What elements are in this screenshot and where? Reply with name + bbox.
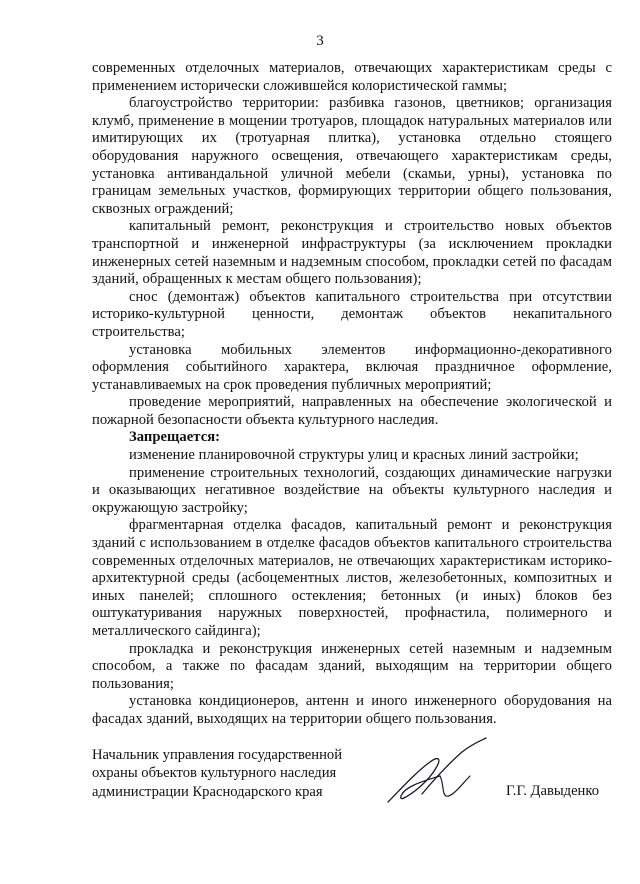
page-number: 3 [316, 33, 324, 49]
prohibited-item: фрагментарная отделка фасадов, капитальный ремонт и реконструкция зданий с использованием в отделке фасадов объектов капитального строительства современных отделочных материалов, не отвечающих характеристикам историко-архитектурной среды (асбоцементных листов, железобетонных, композитных и иных панелей; сплошного остекления; бетонных (и иных) блоков без оштукатуривания наружных поверхностей, профнастила, полимерного и металлического сайдинга); [92, 517, 612, 639]
prohibited-item: применение строительных технологий, создающих динамические нагрузки и оказывающих негативное воздействие на объекты культурного наследия и окружающую застройку; [92, 464, 612, 516]
position-line: охраны объектов культурного наследия [92, 765, 337, 782]
paragraph: снос (демонтаж) объектов капитального строительства при отсутствии историко-культурной ценности, демонтаж объектов некапитального строительства; [92, 288, 612, 340]
handwritten-signature [382, 732, 494, 816]
signer-name: Г.Г. Давыденко [506, 783, 600, 799]
paragraph: проведение мероприятий, направленных на обеспечение экологической и пожарной безопасности объекта культурного наследия. [92, 394, 612, 428]
paragraph: благоустройство территории: разбивка газонов, цветников; организация клумб, применение в мощении тротуаров, площадок натуральных материалов или имитирующих их (тротуарная плитка), установка отдельно стоящего оборудования наружного освещения, отвечающего характеристикам среды, установка антивандальной уличной мебели (скамьи, урны), установка по границам земельных участков, формирующих территории общего пользования, сквозных ограждений; [92, 95, 612, 217]
document-body [92, 60, 612, 729]
position-line: Начальник управления государственной [92, 747, 343, 763]
signatory-position [92, 746, 382, 801]
prohibited-item: установка кондиционеров, антенн и иного инженерного оборудования на фасадах зданий, выходящих на территории общего пользования. [92, 693, 612, 727]
prohibited-item: прокладка и реконструкция инженерных сетей наземным и надземным способом, а также по фасадам зданий, выходящим на территории общего пользования; [92, 640, 612, 692]
section-heading: Запрещается: [129, 429, 221, 446]
paragraph: капитальный ремонт, реконструкция и строительство новых объектов транспортной и инженерной инфраструктуры (за исключением прокладки инженерных сетей наземным и надземным способом, прокладки сетей по фасадам зданий, обращенных к местам общего пользования); [92, 218, 612, 288]
prohibited-item: изменение планировочной структуры улиц и красных линий застройки; [129, 447, 579, 464]
position-line: администрации Краснодарского края [92, 783, 323, 800]
paragraph: современных отделочных материалов, отвечающих характеристикам среды с применением исторически сложившейся колористической гаммы; [92, 60, 612, 94]
paragraph: установка мобильных элементов информационно-декоративного оформления событийного характера, включая праздничное оформление, устанавливаемых на срок проведения публичных мероприятий; [92, 341, 612, 393]
